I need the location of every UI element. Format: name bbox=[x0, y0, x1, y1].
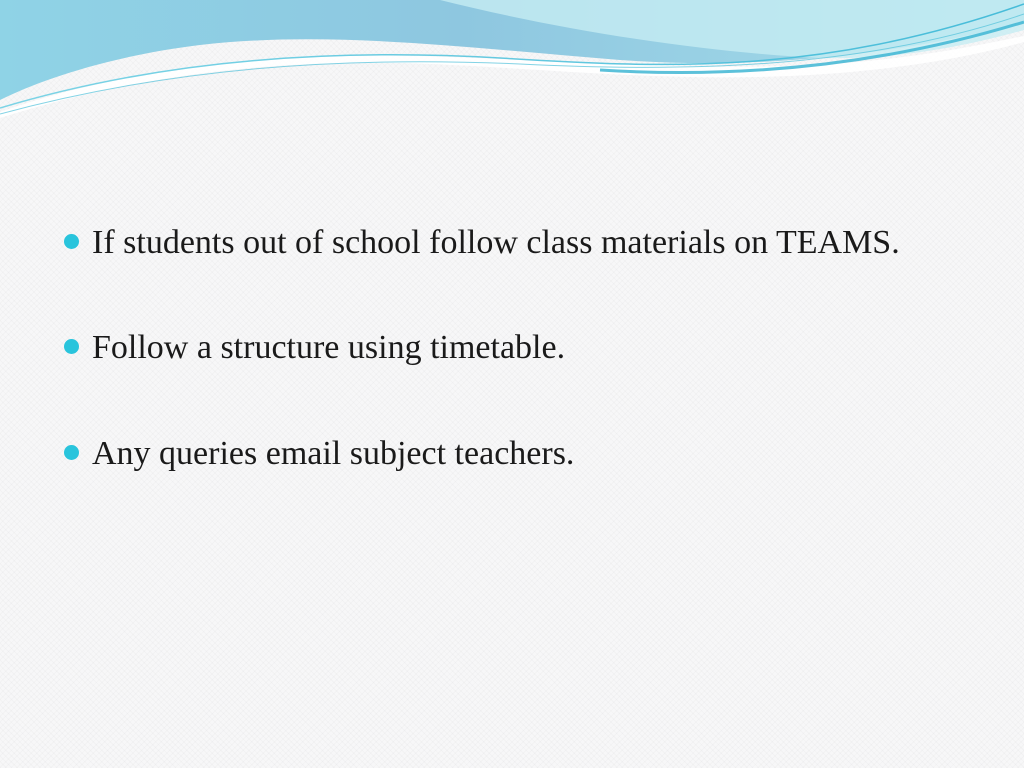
bullet-icon bbox=[64, 339, 79, 354]
bullet-list bbox=[64, 220, 924, 536]
list-item bbox=[64, 220, 924, 265]
bullet-icon bbox=[64, 445, 79, 460]
list-item bbox=[64, 431, 924, 476]
bullet-text: Any queries email subject teachers. bbox=[92, 435, 575, 472]
bullet-icon bbox=[64, 234, 79, 249]
bullet-text: Follow a structure using timetable. bbox=[92, 329, 566, 366]
list-item bbox=[64, 325, 924, 370]
header-wave-decoration bbox=[0, 0, 1024, 120]
bullet-text: If students out of school follow class materials on TEAMS. bbox=[92, 224, 900, 261]
